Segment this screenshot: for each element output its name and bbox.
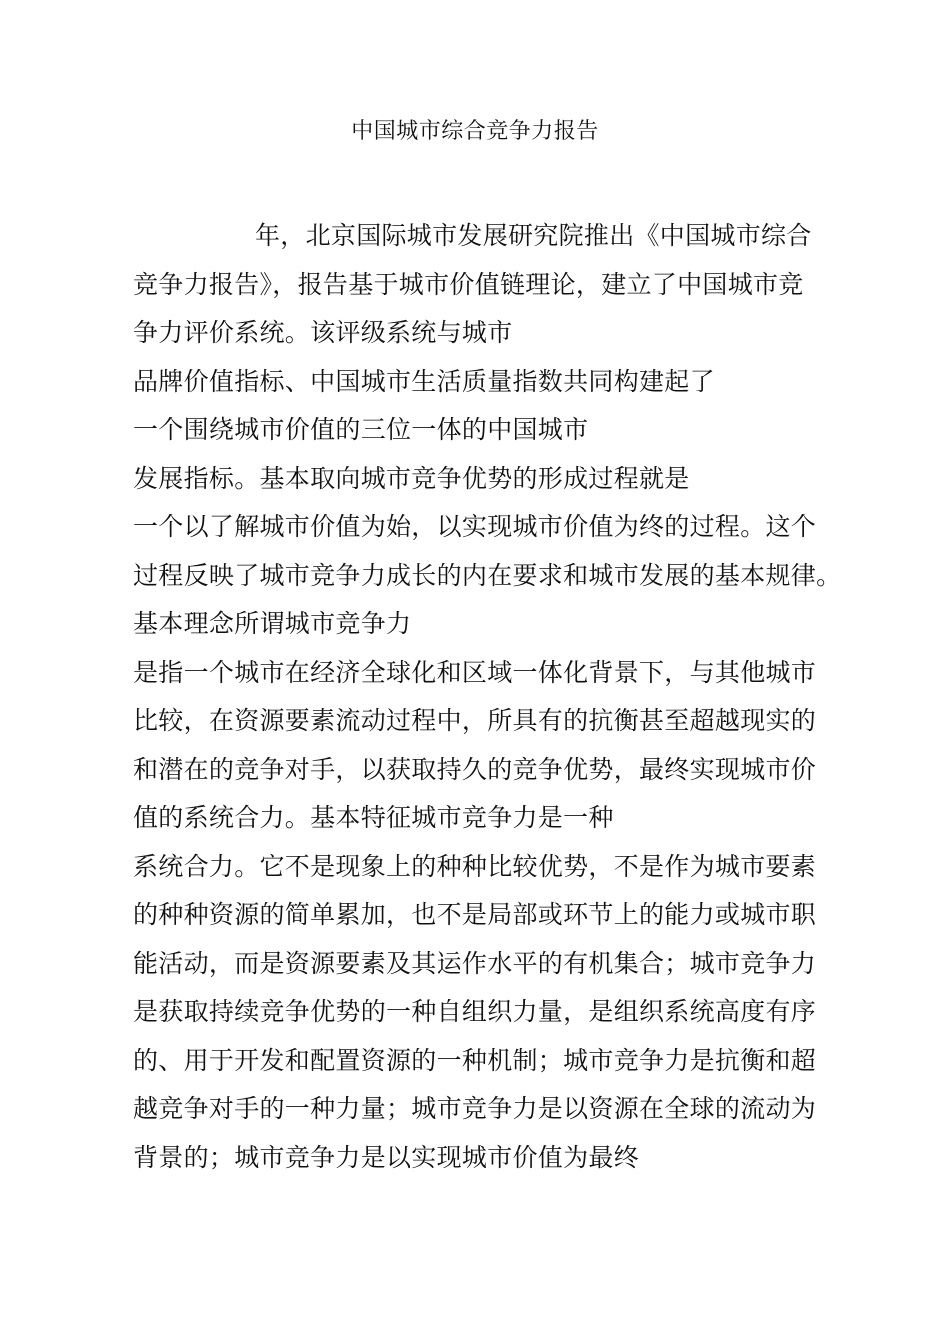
paragraph-line: 一个以了解城市价值为始，以实现城市价值为终的过程。这个 [133, 512, 817, 541]
paragraph-line: 年，北京国际城市发展研究院推出《中国城市综合 [255, 221, 812, 250]
paragraph-line: 品牌价值指标、中国城市生活质量指数共同构建起了 [133, 366, 715, 396]
paragraph-line: 能活动，而是资源要素及其运作水平的有机集合；城市竞争力 [133, 948, 817, 978]
paragraph-line: 的种种资源的简单累加，也不是局部或环节上的能力或城市职 [133, 900, 817, 929]
paragraph-line: 的、用于开发和配置资源的一种机制；城市竞争力是抗衡和超 [133, 1045, 817, 1075]
paragraph-line: 发展指标。基本取向城市竞争优势的形成过程就是 [133, 463, 690, 493]
paragraph-line: 值的系统合力。基本特征城市竞争力是一种 [133, 803, 614, 832]
paragraph-line: 越竞争对手的一种力量；城市竞争力是以资源在全球的流动为 [133, 1094, 817, 1123]
paragraph-line: 背景的；城市竞争力是以实现城市价值为最终 [133, 1142, 640, 1172]
paragraph-line: 争力评价系统。该评级系统与城市 [133, 318, 513, 347]
paragraph-line: 系统合力。它不是现象上的种种比较优势，不是作为城市要素 [133, 851, 817, 881]
paragraph-line: 是获取持续竞争优势的一种自组织力量，是组织系统高度有序 [133, 997, 817, 1026]
paragraph-line: 竞争力报告》，报告基于城市价值链理论，建立了中国城市竞 [133, 269, 804, 299]
paragraph-line: 比较，在资源要素流动过程中，所具有的抗衡甚至超越现实的 [133, 706, 817, 735]
paragraph-line: 基本理念所谓城市竞争力 [133, 609, 412, 638]
document-title: 中国城市综合竞争力报告 [351, 119, 599, 144]
document-body [133, 212, 853, 1182]
paragraph-line: 一个围绕城市价值的三位一体的中国城市 [133, 415, 589, 444]
paragraph-line: 是指一个城市在经济全球化和区域一体化背景下，与其他城市 [133, 657, 817, 687]
paragraph-line: 和潜在的竞争对手，以获取持久的竞争优势，最终实现城市价 [133, 754, 817, 784]
paragraph-line: 过程反映了城市竞争力成长的内在要求和城市发展的基本规律。 [133, 560, 842, 590]
